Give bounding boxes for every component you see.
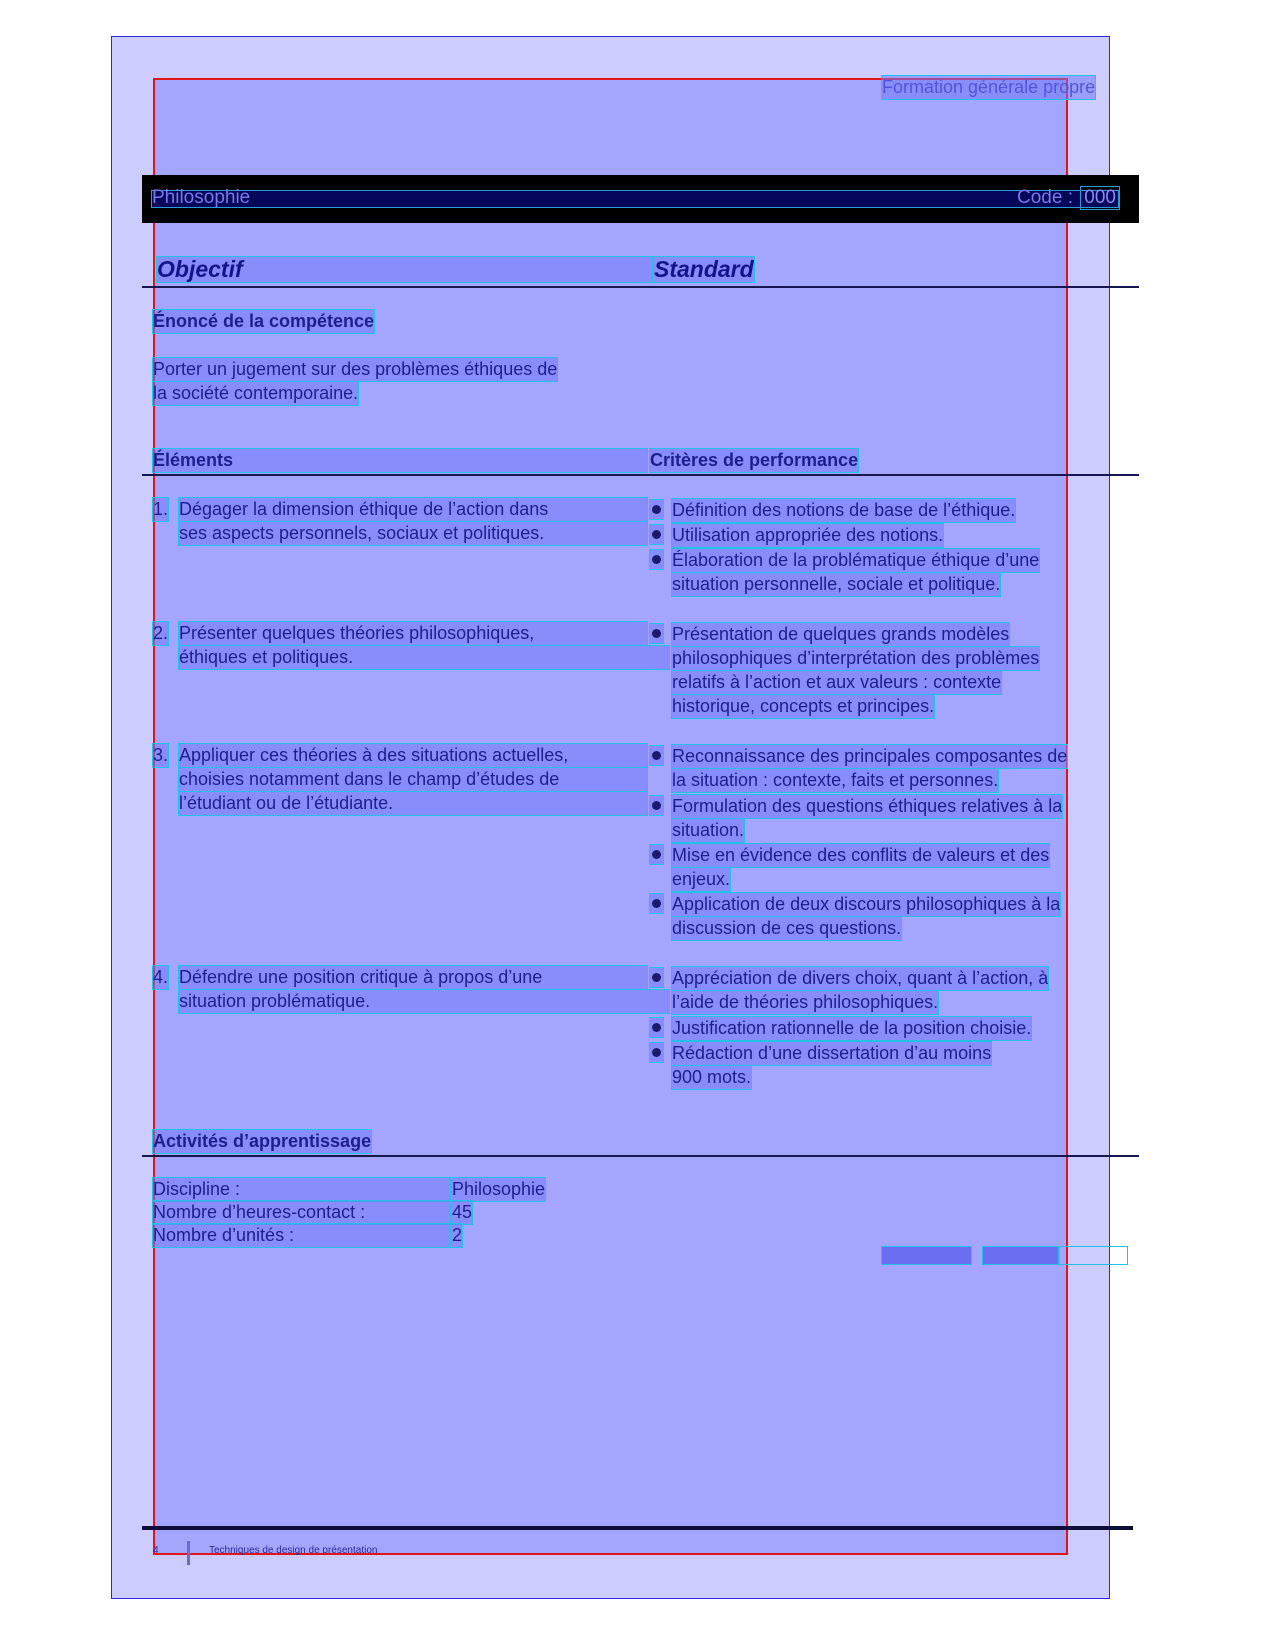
bullet-dot: [652, 505, 661, 514]
element-text: l’étudiant ou de l’étudiante.: [179, 792, 647, 815]
course-title-bar: [142, 175, 1139, 223]
empty-field-box: [882, 1247, 971, 1264]
objective-heading: Objectif: [157, 257, 652, 282]
course-code-value: 000: [1081, 187, 1119, 209]
criterion-text: Justification rationnelle de la position choisie.: [672, 1018, 1032, 1038]
competence-line: Porter un jugement sur des problèmes éthiques de: [153, 359, 558, 379]
criterion-text: situation.: [672, 820, 745, 840]
footer-divider: [187, 1541, 190, 1565]
element-text: ses aspects personnels, sociaux et politiques.: [179, 522, 647, 545]
course-title-band: [152, 191, 1118, 207]
competence-heading: Énoncé de la compétence: [153, 311, 375, 331]
criterion-text: Définition des notions de base de l’éthique.: [672, 500, 1016, 520]
criterion-text: Mise en évidence des conflits de valeurs et des: [672, 845, 1050, 865]
activities-heading: Activités d’apprentissage: [153, 1131, 372, 1151]
footer-rule: [142, 1526, 1133, 1530]
element-number: 1.: [153, 499, 169, 519]
element-number: 2.: [153, 623, 169, 643]
bullet-dot: [652, 530, 661, 539]
criterion-text: relatifs à l’action et aux valeurs : contexte: [672, 672, 1002, 692]
bullet-dot: [652, 973, 661, 982]
bullet-dot: [652, 850, 661, 859]
criterion-text: Présentation de quelques grands modèles: [672, 624, 1010, 644]
program-kicker: Formation générale propre: [882, 77, 1096, 97]
page-number: 4: [153, 1545, 159, 1556]
criterion-text: l’aide de théories philosophiques.: [672, 992, 939, 1012]
criteria-heading: Critères de performance: [650, 450, 859, 470]
hours-value: 45: [452, 1202, 473, 1222]
section-rule: [142, 1155, 1139, 1157]
criterion-text: situation personnelle, sociale et politique.: [672, 574, 1001, 594]
section-rule: [142, 286, 1139, 288]
element-text: Présenter quelques théories philosophiques,: [179, 622, 647, 645]
element-text: Dégager la dimension éthique de l’action dans: [179, 498, 647, 521]
discipline-value: Philosophie: [452, 1179, 546, 1199]
bullet-dot: [652, 899, 661, 908]
elements-heading: Éléments: [153, 449, 647, 472]
footer-title: Techniques de design de présentation: [209, 1545, 378, 1556]
element-number: 4.: [153, 967, 169, 987]
criterion-text: 900 mots.: [672, 1067, 752, 1087]
standard-heading: Standard: [654, 256, 754, 282]
bullet-dot: [652, 1023, 661, 1032]
criterion-text: Reconnaissance des principales composantes de: [672, 746, 1068, 766]
course-code-label: Code :: [1017, 187, 1073, 208]
criterion-text: Appréciation de divers choix, quant à l’action, à: [672, 968, 1049, 988]
bullet-dot: [652, 555, 661, 564]
criterion-text: la situation : contexte, faits et personnes.: [672, 770, 999, 790]
empty-field-box: [983, 1247, 1059, 1264]
element-text: Appliquer ces théories à des situations actuelles,: [179, 744, 647, 767]
element-text: choisies notamment dans le champ d’études de: [179, 768, 647, 791]
course-name: Philosophie: [152, 187, 251, 208]
units-value: 2: [452, 1225, 463, 1245]
criterion-text: discussion de ces questions.: [672, 918, 902, 938]
element-number: 3.: [153, 745, 169, 765]
bullet-dot: [652, 1048, 661, 1057]
criterion-text: Utilisation appropriée des notions.: [672, 525, 944, 545]
element-text: éthiques et politiques.: [179, 646, 669, 669]
criterion-text: Rédaction d’une dissertation d’au moins: [672, 1043, 992, 1063]
section-rule: [142, 474, 1139, 476]
criterion-text: philosophiques d’interprétation des problèmes: [672, 648, 1040, 668]
bullet-dot: [652, 629, 661, 638]
hours-label: Nombre d’heures-contact :: [153, 1201, 450, 1224]
competence-line: la société contemporaine.: [153, 383, 359, 403]
discipline-label: Discipline :: [153, 1178, 450, 1201]
empty-field-box: [1059, 1247, 1127, 1264]
bullet-dot: [652, 801, 661, 810]
criterion-text: Élaboration de la problématique éthique d’une: [672, 550, 1040, 570]
units-label: Nombre d’unités :: [153, 1224, 450, 1247]
element-text: Défendre une position critique à propos d’une: [179, 966, 647, 989]
element-text: situation problématique.: [179, 990, 669, 1013]
criterion-text: enjeux.: [672, 869, 731, 889]
criterion-text: historique, concepts et principes.: [672, 696, 935, 716]
criterion-text: Application de deux discours philosophiques à la: [672, 894, 1061, 914]
bullet-dot: [652, 751, 661, 760]
criterion-text: Formulation des questions éthiques relatives à la: [672, 796, 1063, 816]
